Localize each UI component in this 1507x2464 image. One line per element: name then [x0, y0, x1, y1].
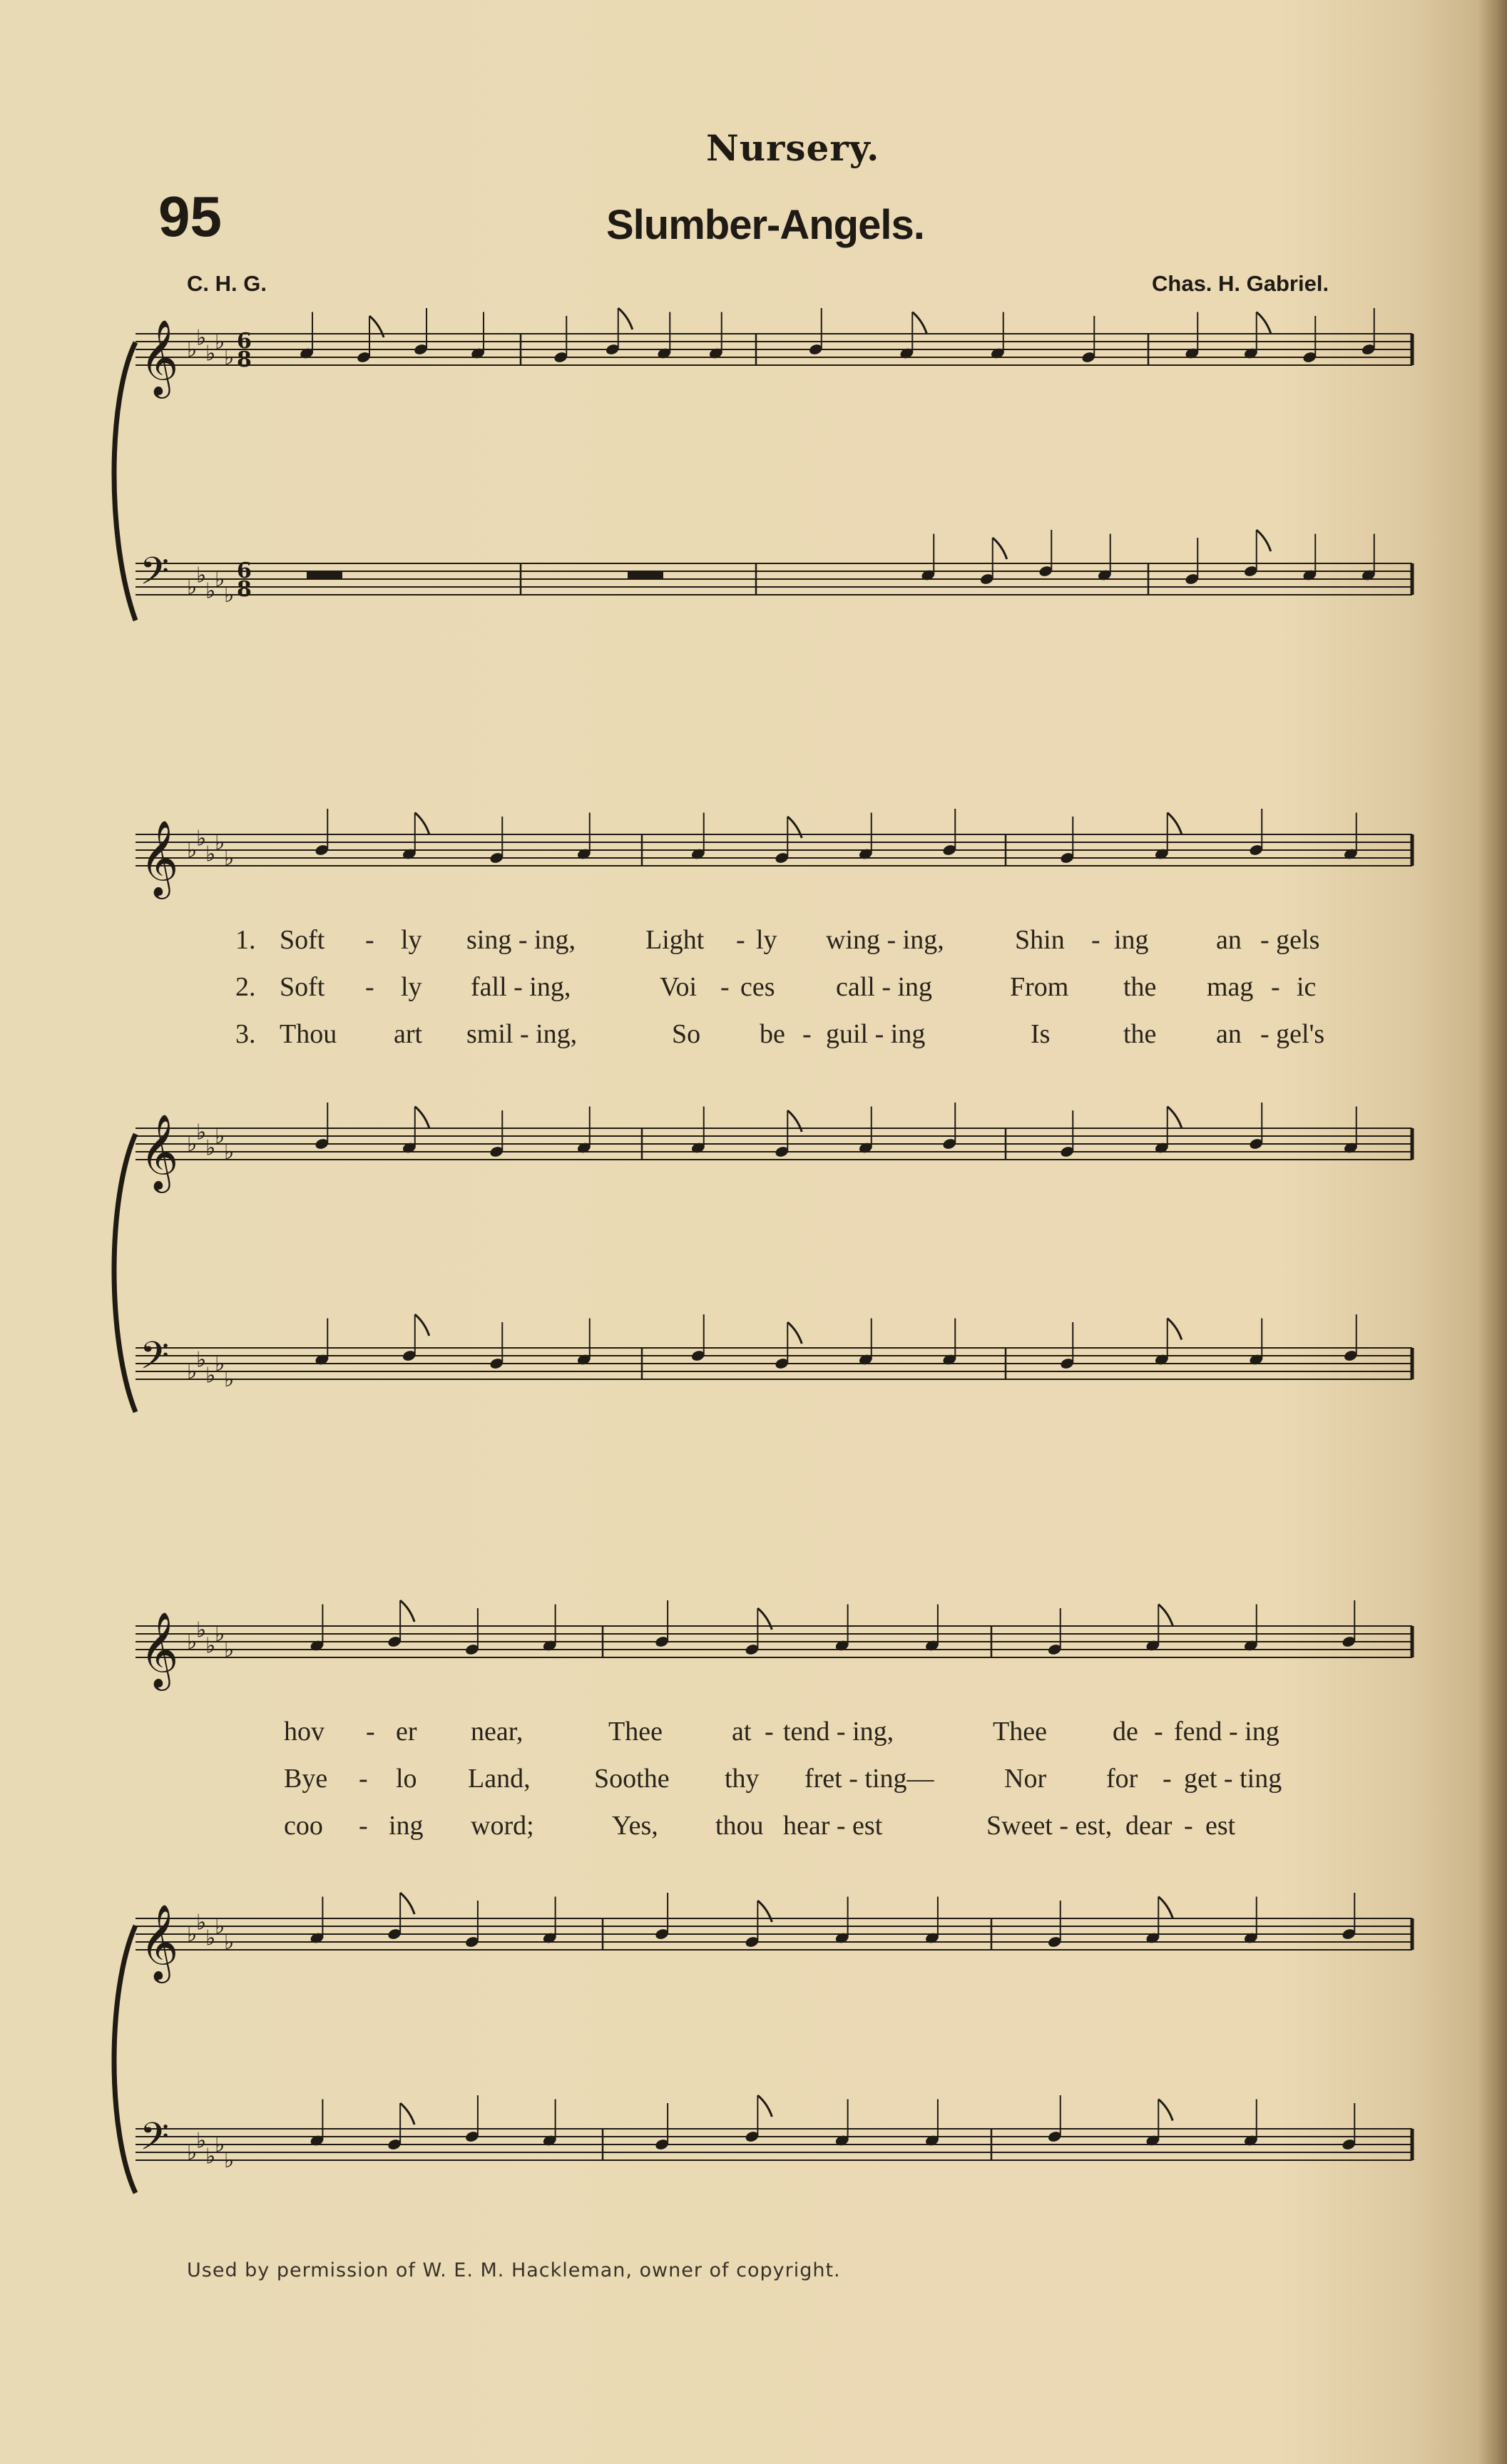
note-flag — [400, 2103, 414, 2125]
lyric-syllable: er — [396, 1717, 417, 1747]
key-signature-flat: ♭ — [205, 1926, 216, 1951]
lyric-syllable: Soft — [280, 972, 325, 1002]
hymn-title: Slumber-Angels. — [606, 202, 924, 248]
bass-clef-icon: 𝄢 — [140, 550, 170, 603]
lyric-syllable: word; — [471, 1811, 534, 1841]
key-signature-flat: ♭ — [215, 1124, 225, 1149]
note-flag — [415, 1107, 429, 1128]
lyric-syllable: - — [736, 925, 745, 955]
key-signature-flat: ♭ — [215, 567, 225, 592]
lyric-syllable: - — [365, 925, 374, 955]
lyric-syllable: Sweet - est, — [986, 1811, 1113, 1841]
lyric-syllable: call - ing — [836, 972, 933, 1002]
lyric-syllable: dear — [1125, 1811, 1173, 1841]
lyric-syllable: Land, — [468, 1764, 531, 1794]
key-signature-flat: ♭ — [187, 1132, 198, 1157]
note-flag — [787, 1322, 802, 1344]
lyric-syllable: art — [394, 1019, 423, 1049]
system-brace — [114, 1926, 136, 2193]
key-signature-flat: ♭ — [215, 1914, 225, 1939]
note-flag — [415, 1314, 429, 1336]
note-flag — [618, 308, 633, 329]
lyric-verse-2-system-2 — [235, 971, 1412, 1006]
lyric-syllable: Voi — [660, 972, 698, 1002]
key-signature-flat: ♭ — [205, 578, 216, 604]
lyric-syllable: - — [359, 1811, 368, 1841]
lyric-syllable: Yes, — [612, 1811, 658, 1841]
key-signature-flat: ♭ — [215, 830, 225, 855]
lyric-syllable: - — [1154, 1717, 1163, 1747]
lyric-syllable: de — [1113, 1717, 1138, 1747]
score-layer — [114, 308, 1412, 2193]
lyric-syllable: near, — [471, 1717, 523, 1747]
lyric-syllable: lo — [396, 1764, 417, 1794]
lyric-syllable: at — [732, 1717, 752, 1747]
lyric-syllable: smil - ing, — [466, 1019, 578, 1049]
key-signature-flat: ♭ — [224, 583, 235, 608]
lyric-verse-3-system-2 — [235, 1018, 1412, 1053]
key-signature-flat: ♭ — [205, 1633, 216, 1659]
key-signature-flat: ♭ — [196, 563, 207, 588]
lyric-syllable: Thee — [608, 1717, 663, 1747]
key-signature-flat: ♭ — [187, 1359, 198, 1384]
key-signature-flat: ♭ — [224, 1367, 235, 1392]
note-flag — [400, 1893, 414, 1914]
lyric-syllable: - — [765, 1717, 774, 1747]
note-flag — [1257, 530, 1271, 551]
key-signature-flat: ♭ — [215, 329, 225, 354]
lyric-syllable: - gel's — [1260, 1019, 1325, 1049]
treble-clef-icon: 𝄞 — [140, 819, 179, 896]
lyric-syllable: - — [365, 972, 374, 1002]
lyric-verse-1-system-2 — [235, 924, 1412, 958]
lyric-verse-3-system-3 — [284, 1810, 1389, 1844]
lyric-syllable: Shin — [1015, 925, 1065, 955]
lyric-syllable: get - ting — [1184, 1764, 1282, 1794]
lyric-syllable: ly — [401, 972, 422, 1002]
lyric-verse-2-system-3 — [284, 1763, 1389, 1797]
section-heading: Nursery. — [706, 127, 880, 169]
lyric-syllable: tend - ing, — [783, 1717, 894, 1747]
lyric-syllable: hov — [284, 1717, 325, 1747]
lyric-syllable: fret - ting— — [804, 1764, 934, 1794]
rest-symbol — [628, 571, 663, 579]
note-flag — [1168, 813, 1182, 834]
note-flag — [993, 538, 1007, 559]
key-signature-flat: ♭ — [187, 337, 198, 362]
lyric-syllable: 3. — [235, 1019, 256, 1049]
note-flag — [1168, 1107, 1182, 1128]
key-signature-flat: ♭ — [187, 838, 198, 863]
lyric-syllable: the — [1123, 972, 1157, 1002]
lyric-syllable: - — [720, 972, 730, 1002]
lyric-syllable: fall - ing, — [471, 972, 571, 1002]
lyric-syllable: So — [672, 1019, 701, 1049]
treble-clef-icon: 𝄞 — [140, 1611, 179, 1687]
key-signature-flat: ♭ — [215, 2132, 225, 2157]
time-signature-numerator: 6 — [237, 558, 252, 583]
lyric-syllable: 1. — [235, 925, 256, 955]
key-signature-flat: ♭ — [224, 345, 235, 370]
key-signature-flat: ♭ — [196, 1120, 207, 1145]
lyric-syllable: thy — [725, 1764, 760, 1794]
lyric-syllable: guil - ing — [826, 1019, 926, 1049]
lyric-verse-1-system-3 — [284, 1716, 1389, 1750]
note-flag — [912, 312, 926, 334]
system-brace — [114, 1134, 136, 1412]
lyric-syllable: ing — [1114, 925, 1149, 955]
system-brace — [114, 342, 136, 620]
lyric-syllable: coo — [284, 1811, 323, 1841]
key-signature-flat: ♭ — [196, 325, 207, 351]
key-signature-flat: ♭ — [224, 846, 235, 871]
lyric-syllable: ly — [401, 925, 422, 955]
lyric-syllable: - — [1091, 925, 1100, 955]
lyric-syllable: for — [1106, 1764, 1138, 1794]
lyricist-credit: C. H. G. — [187, 271, 267, 296]
bass-clef-icon: 𝄢 — [140, 2115, 170, 2168]
key-signature-flat: ♭ — [224, 1140, 235, 1165]
key-signature-flat: ♭ — [196, 1910, 207, 1936]
note-flag — [1257, 312, 1271, 334]
lyric-syllable: Soothe — [594, 1764, 670, 1794]
lyric-syllable: 2. — [235, 972, 256, 1002]
lyric-syllable: - — [1163, 1764, 1172, 1794]
key-signature-flat: ♭ — [187, 575, 198, 600]
note-flag — [1158, 1605, 1173, 1626]
lyric-syllable: ly — [756, 925, 777, 955]
time-signature-denominator: 8 — [237, 347, 252, 372]
key-signature-flat: ♭ — [187, 2140, 198, 2165]
lyric-syllable: Soft — [280, 925, 325, 955]
bass-clef-icon: 𝄢 — [140, 1334, 170, 1387]
lyric-syllable: thou — [715, 1811, 764, 1841]
note-flag — [1158, 2100, 1173, 2121]
key-signature-flat: ♭ — [224, 1637, 235, 1662]
time-signature-denominator: 8 — [237, 577, 252, 602]
note-flag — [1158, 1897, 1173, 1918]
lyric-syllable: est — [1205, 1811, 1236, 1841]
key-signature-flat: ♭ — [224, 2148, 235, 2173]
treble-clef-icon: 𝄞 — [140, 319, 179, 395]
key-signature-flat: ♭ — [215, 1351, 225, 1376]
note-flag — [1168, 1319, 1182, 1340]
key-signature-flat: ♭ — [205, 842, 216, 867]
key-signature-flat: ♭ — [187, 1922, 198, 1947]
lyric-syllable: - gels — [1260, 925, 1320, 955]
lyric-syllable: ces — [740, 972, 775, 1002]
treble-clef-icon: 𝄞 — [140, 1113, 179, 1190]
lyric-syllable: hear - est — [783, 1811, 883, 1841]
rest-symbol — [307, 571, 342, 579]
lyric-syllable: sing - ing, — [466, 925, 576, 955]
lyric-syllable: the — [1123, 1019, 1157, 1049]
lyric-syllable: ing — [389, 1811, 424, 1841]
lyric-syllable: Light — [645, 925, 705, 955]
key-signature-flat: ♭ — [205, 1135, 216, 1161]
note-flag — [400, 1600, 414, 1622]
lyric-syllable: an — [1216, 925, 1242, 955]
lyric-syllable: ic — [1297, 972, 1317, 1002]
lyric-syllable: Is — [1031, 1019, 1051, 1049]
key-signature-flat: ♭ — [196, 1347, 207, 1373]
key-signature-flat: ♭ — [205, 1363, 216, 1389]
key-signature-flat: ♭ — [205, 2144, 216, 2169]
key-signature-flat: ♭ — [196, 2128, 207, 2154]
composer-credit: Chas. H. Gabriel. — [1152, 271, 1329, 296]
lyric-syllable: - — [1271, 972, 1280, 1002]
lyric-syllable: an — [1216, 1019, 1242, 1049]
key-signature-flat: ♭ — [205, 341, 216, 367]
lyric-syllable: wing - ing, — [826, 925, 944, 955]
lyric-syllable: mag — [1207, 972, 1254, 1002]
key-signature-flat: ♭ — [196, 826, 207, 852]
key-signature-flat: ♭ — [215, 1622, 225, 1647]
treble-clef-icon: 𝄞 — [140, 1903, 179, 1980]
hymn-number: 95 — [158, 185, 222, 248]
lyric-syllable: - — [802, 1019, 812, 1049]
time-signature-numerator: 6 — [237, 329, 252, 354]
lyric-syllable: be — [760, 1019, 785, 1049]
lyric-syllable: fend - ing — [1174, 1717, 1279, 1747]
lyric-syllable: Bye — [284, 1764, 328, 1794]
lyric-syllable: - — [359, 1764, 368, 1794]
copyright-notice: Used by permission of W. E. M. Hackleman, owner of copyright. — [187, 2259, 841, 2281]
key-signature-flat: ♭ — [187, 1630, 198, 1655]
key-signature-flat: ♭ — [224, 1930, 235, 1955]
note-flag — [415, 813, 429, 834]
lyric-syllable: From — [1010, 972, 1069, 1002]
lyric-syllable: Thou — [280, 1019, 337, 1049]
key-signature-flat: ♭ — [196, 1617, 207, 1643]
lyric-syllable: - — [366, 1717, 375, 1747]
note-flag — [757, 2095, 772, 2117]
lyric-syllable: Thee — [993, 1717, 1047, 1747]
lyric-syllable: Nor — [1004, 1764, 1047, 1794]
lyric-syllable: - — [1184, 1811, 1193, 1841]
